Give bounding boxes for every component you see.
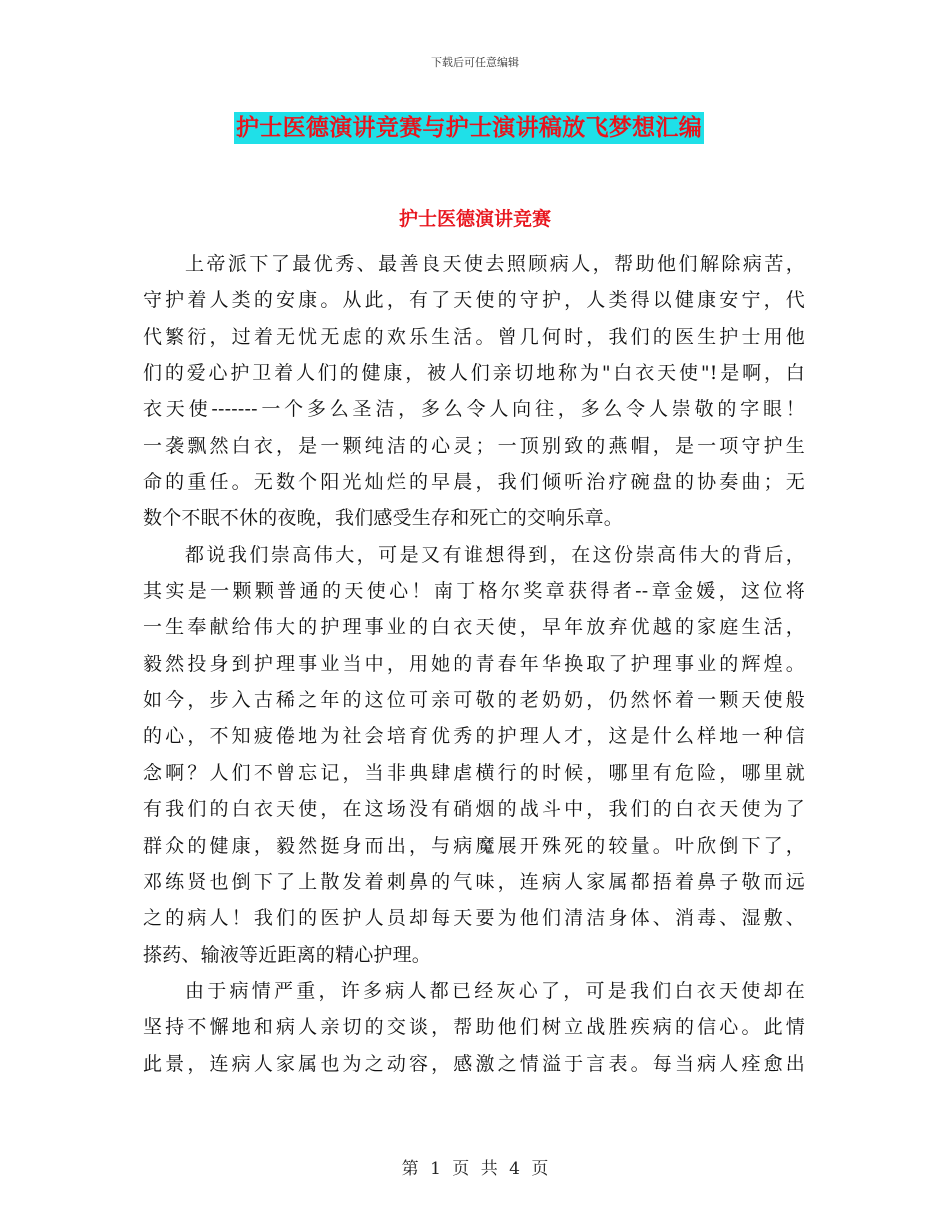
body-line: 其实是一颗颗普通的天使心！南丁格尔奖章获得者--章金媛，这位将 <box>143 580 805 603</box>
body-line: 守护着人类的安康。从此，有了天使的守护，人类得以健康安宁，代 <box>143 289 805 312</box>
body-line: 有我们的白衣天使，在这场没有硝烟的战斗中，我们的白衣天使为了 <box>143 798 805 821</box>
body-line: 数个不眠不休的夜晚，我们感受生存和死亡的交响乐章。 <box>143 507 624 530</box>
body-line: 念啊？人们不曾忘记，当非典肆虐横行的时候，哪里有危险，哪里就 <box>143 761 805 784</box>
body-text <box>143 246 805 1082</box>
page-footer: 第 1 页 共 4 页 <box>401 1159 549 1179</box>
body-line: 的心，不知疲倦地为社会培育优秀的护理人才，这是什么样地一种信 <box>143 725 805 748</box>
body-line: 如今，步入古稀之年的这位可亲可敬的老奶奶，仍然怀着一颗天使般 <box>143 689 805 712</box>
document-title: 护士医德演讲竞赛与护士演讲稿放飞梦想汇编 <box>234 112 704 144</box>
body-line: 命的重任。无数个阳光灿烂的早晨，我们倾听治疗碗盘的协奏曲；无 <box>143 471 805 494</box>
body-line: 毅然投身到护理事业当中，用她的青春年华换取了护理事业的辉煌。 <box>143 652 805 675</box>
body-line: 邓练贤也倒下了上散发着刺鼻的气味，连病人家属都捂着鼻子敬而远 <box>143 870 805 893</box>
body-line: 们的爱心护卫着人们的健康，被人们亲切地称为"白衣天使"!是啊，白 <box>143 362 805 385</box>
body-line: 群众的健康，毅然挺身而出，与病魔展开殊死的较量。叶欣倒下了， <box>143 834 805 857</box>
section-title: 护士医德演讲竞赛 <box>398 208 551 230</box>
body-line: 一袭飘然白衣，是一颗纯洁的心灵；一顶别致的燕帽，是一项守护生 <box>143 434 805 457</box>
body-line: 代繁衍，过着无忧无虑的欢乐生活。曾几何时，我们的医生护士用他 <box>143 325 805 348</box>
body-line: 衣天使-------一个多么圣洁，多么令人向往，多么令人崇敬的字眼！ <box>143 398 805 421</box>
body-line: 坚持不懈地和病人亲切的交谈，帮助他们树立战胜疾病的信心。此情 <box>143 1016 805 1039</box>
body-line: 都说我们崇高伟大，可是又有谁想得到，在这份崇高伟大的背后， <box>185 543 805 566</box>
body-line: 由于病情严重，许多病人都已经灰心了，可是我们白衣天使却在 <box>185 979 805 1002</box>
body-line: 搽药、输液等近距离的精心护理。 <box>143 943 432 966</box>
body-line: 一生奉献给伟大的护理事业的白衣天使，早年放弃优越的家庭生活， <box>143 616 805 639</box>
body-line: 之的病人！我们的医护人员却每天要为他们清洁身体、消毒、湿敷、 <box>143 907 805 930</box>
body-line: 上帝派下了最优秀、最善良天使去照顾病人，帮助他们解除病苦， <box>185 253 805 275</box>
header-note: 下载后可任意编辑 <box>431 56 519 69</box>
body-line: 此景，连病人家属也为之动容，感激之情溢于言表。每当病人痊愈出 <box>143 1052 805 1075</box>
